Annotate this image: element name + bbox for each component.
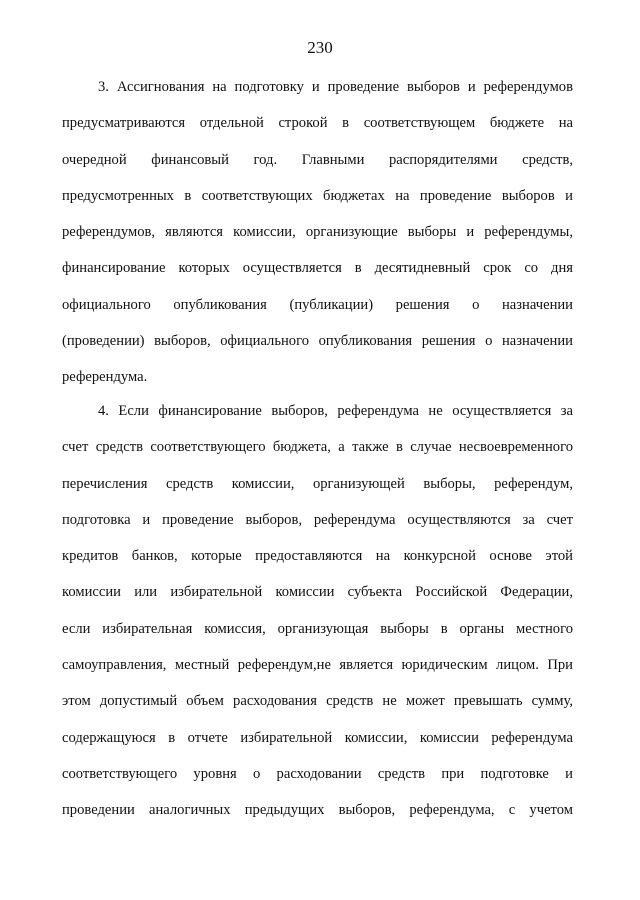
text-line: этом допустимый объем расходования средств не может превышать сумму, (62, 693, 573, 710)
paragraph-4-bank-credit-financing (62, 401, 573, 837)
text-line: проведении аналогичных предыдущих выборов, референдума, с учетом (62, 802, 573, 819)
text-line: самоуправления, местный референдум,не является юридическим лицом. При (62, 657, 573, 674)
text-line: подготовка и проведение выборов, референдума осуществляются за счет (62, 511, 573, 528)
text-line: референдума. (62, 369, 148, 386)
page-number: 230 (307, 38, 333, 57)
text-line: официального опубликования (публикации) решения о назначении (62, 296, 573, 313)
text-line: предусмотренных в соответствующих бюджетах на проведение выборов и (62, 187, 573, 204)
text-line: если избирательная комиссия, организующая выборы в органы местного (62, 620, 573, 637)
text-line: (проведении) выборов, официального опубликования решения о назначении (62, 333, 573, 350)
text-line: комиссии или избирательной комиссии субъекта Российской Федерации, (62, 584, 573, 601)
text-line: финансирование которых осуществляется в десятидневный срок со дня (62, 260, 573, 277)
paragraph-3-budget-allocations (62, 77, 573, 404)
text-line: очередной финансовый год. Главными распорядителями средств, (62, 151, 573, 168)
text-line: 4. Если финансирование выборов, референдума не осуществляется за (98, 403, 573, 419)
text-line: соответствующего уровня о расходовании средств при подготовке и (62, 765, 573, 782)
text-line: содержащуюся в отчете избирательной комиссии, комиссии референдума (62, 729, 573, 746)
text-line: перечисления средств комиссии, организующей выборы, референдум, (62, 475, 573, 492)
text-line: референдумов, являются комиссии, организующие выборы и референдумы, (62, 224, 573, 241)
text-line: счет средств соответствующего бюджета, а также в случае несвоевременного (62, 439, 573, 456)
text-line: кредитов банков, которые предоставляются на конкурсной основе этой (62, 548, 573, 565)
text-line: 3. Ассигнования на подготовку и проведение выборов и референдумов (98, 79, 573, 95)
text-line: предусматриваются отдельной строкой в соответствующем бюджете на (62, 115, 573, 132)
